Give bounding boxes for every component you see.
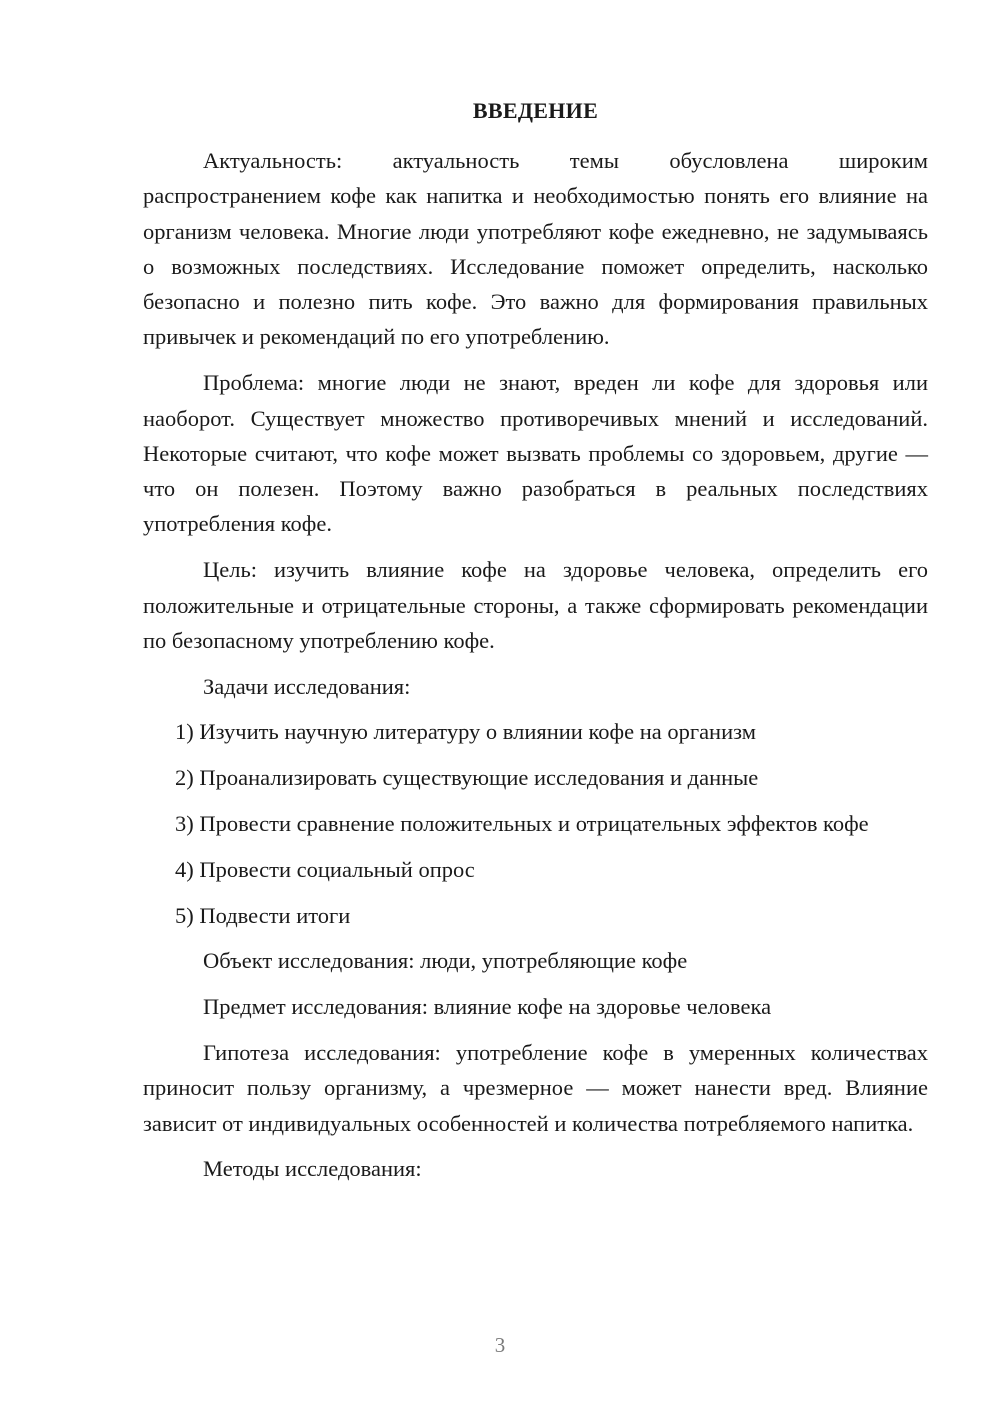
- object-paragraph: Объект исследования: люди, употребляющие кофе: [203, 948, 688, 974]
- document-body: [143, 96, 928, 1187]
- relevance-paragraph: Актуальность: актуальность темы обусловлена широким распространением кофе как напитка и необходимостью понять его влияние на организм человека. Многие люди употребляют кофе ежедневно, не задумываясь о возможных последствиях. Исследование поможет определить, насколько безопасно и полезно пить кофе. Это важно для формирования правильных привычек и рекомендаций по его употреблению.: [143, 148, 928, 350]
- task-item-3: 3) Провести сравнение положительных и отрицательных эффектов кофе: [175, 811, 869, 837]
- methods-heading: Методы исследования:: [203, 1156, 422, 1182]
- task-item-2: 2) Проанализировать существующие исследования и данные: [175, 765, 759, 791]
- tasks-heading: Задачи исследования:: [203, 673, 411, 699]
- goal-paragraph: Цель: изучить влияние кофе на здоровье человека, определить его положительные и отрицательные стороны, а также сформировать рекомендации по безопасному употреблению кофе.: [143, 557, 928, 653]
- subject-paragraph: Предмет исследования: влияние кофе на здоровье человека: [203, 994, 772, 1020]
- problem-paragraph: Проблема: многие люди не знают, вреден ли кофе для здоровья или наоборот. Существует множество противоречивых мнений и исследований. Некоторые считают, что кофе может вызвать проблемы со здоровьем, другие — что он полезен. Поэтому важно разобраться в реальных последствиях употребления кофе.: [143, 370, 928, 537]
- hypothesis-paragraph: Гипотеза исследования: употребление кофе в умеренных количествах приносит пользу организму, а чрезмерное — может нанести вред. Влияние зависит от индивидуальных особенностей и количества потребляемого напитка.: [143, 1040, 928, 1136]
- page-number: 3: [494, 1333, 506, 1357]
- task-item-1: 1) Изучить научную литературу о влиянии кофе на организм: [175, 719, 756, 745]
- task-item-5: 5) Подвести итоги: [175, 902, 351, 928]
- section-title: ВВЕДЕНИЕ: [472, 98, 599, 123]
- task-item-4: 4) Провести социальный опрос: [175, 856, 475, 882]
